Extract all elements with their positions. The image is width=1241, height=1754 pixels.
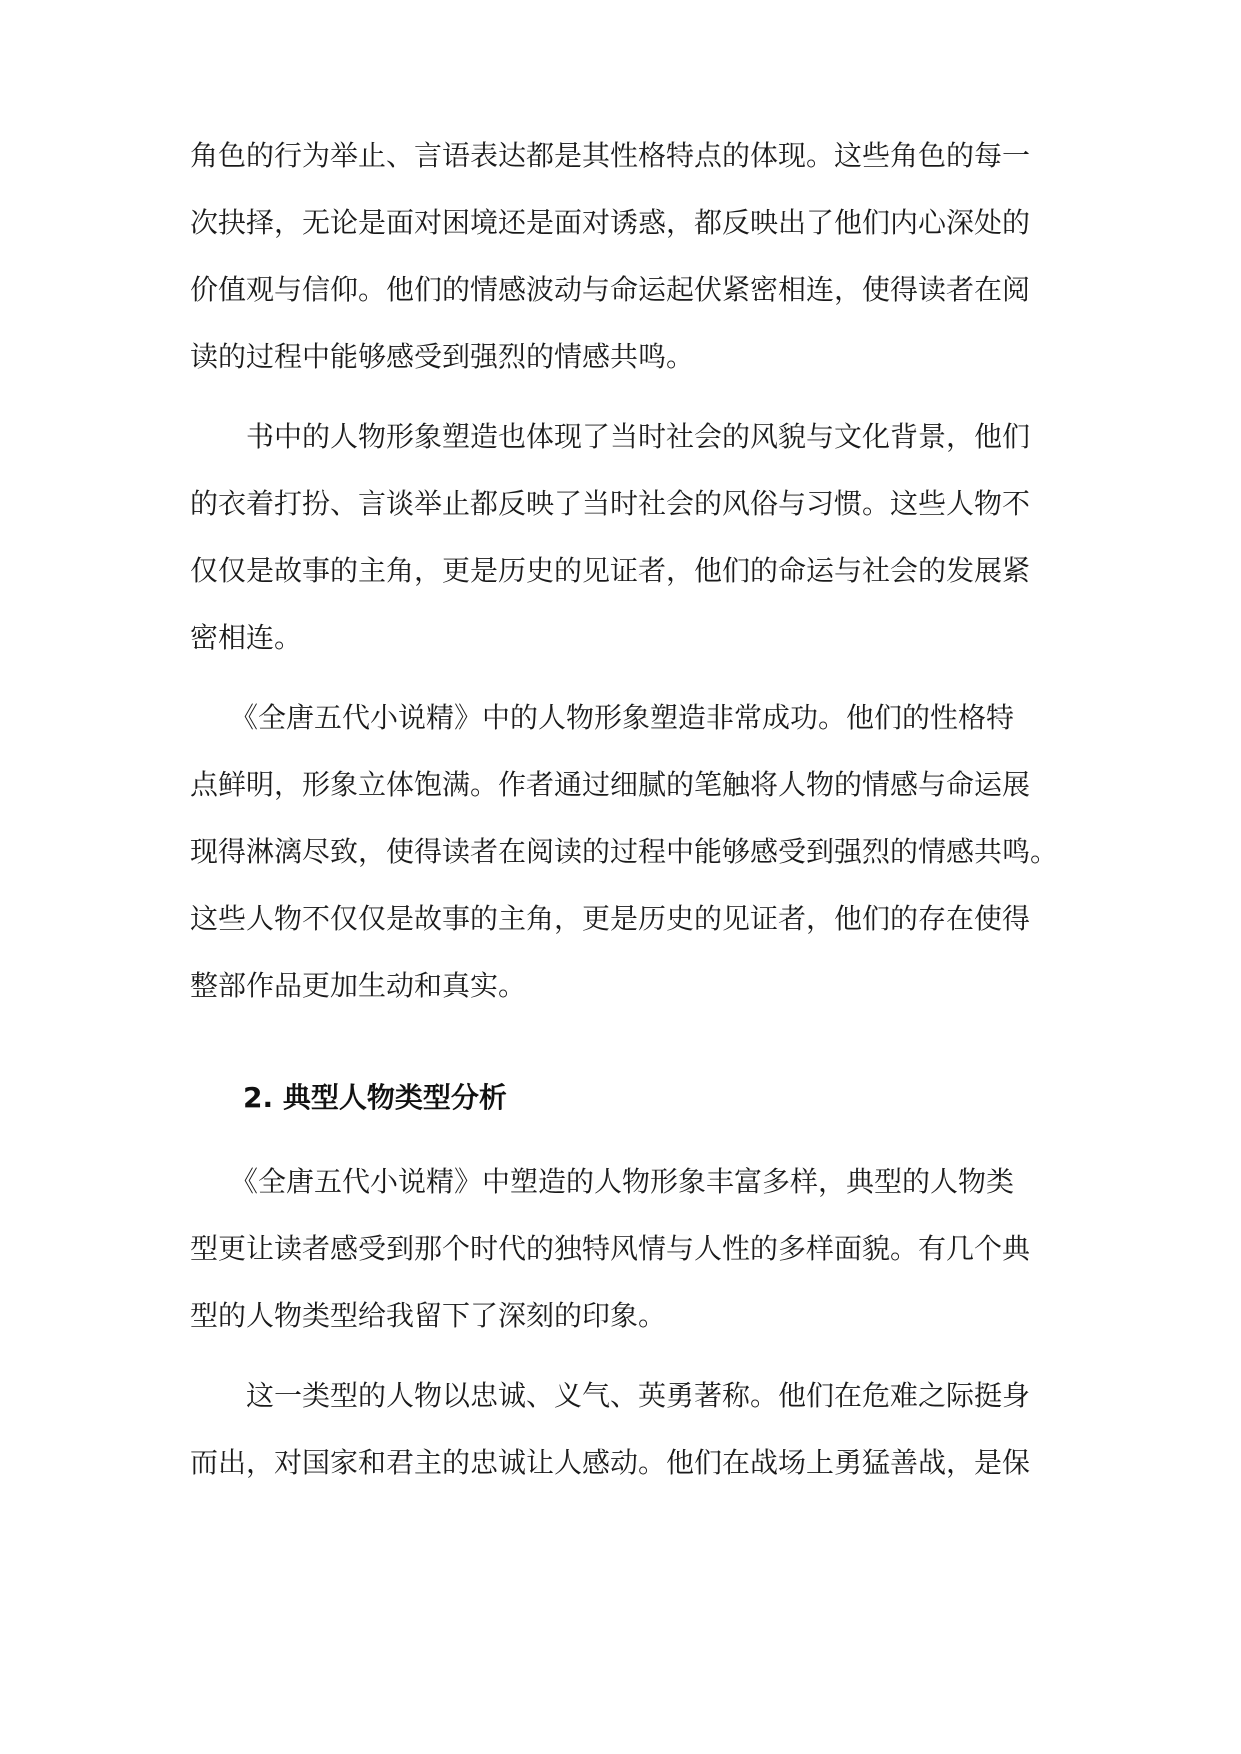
paragraph-5-line-1: 这一类型的人物以忠诚、义气、英勇著称。他们在危难之际挺身 (246, 1379, 1031, 1412)
paragraph-2-line-3: 仅仅是故事的主角，更是历史的见证者，他们的命运与社会的发展紧 (190, 554, 1031, 587)
paragraph-1-line-3: 价值观与信仰。他们的情感波动与命运起伏紧密相连，使得读者在阅 (190, 273, 1031, 306)
section-heading: 2. 典型人物类型分析 (243, 1081, 507, 1114)
paragraph-1-line-4: 读的过程中能够感受到强烈的情感共鸣。 (190, 340, 695, 373)
paragraph-4-line-1: 《全唐五代小说精》中塑造的人物形象丰富多样，典型的人物类 (230, 1165, 1015, 1198)
paragraph-1-line-2: 次抉择，无论是面对困境还是面对诱惑，都反映出了他们内心深处的 (190, 206, 1031, 239)
paragraph-3-line-2: 点鲜明，形象立体饱满。作者通过细腻的笔触将人物的情感与命运展 (190, 768, 1031, 801)
paragraph-1-line-1: 角色的行为举止、言语表达都是其性格特点的体现。这些角色的每一 (190, 139, 1031, 172)
paragraph-3-line-4: 这些人物不仅仅是故事的主角，更是历史的见证者，他们的存在使得 (190, 902, 1031, 935)
paragraph-2-line-2: 的衣着打扮、言谈举止都反映了当时社会的风俗与习惯。这些人物不 (190, 487, 1031, 520)
paragraph-3-line-5: 整部作品更加生动和真实。 (190, 969, 527, 1002)
paragraph-5-line-2: 而出，对国家和君主的忠诚让人感动。他们在战场上勇猛善战，是保 (190, 1446, 1031, 1479)
paragraph-4-line-3: 型的人物类型给我留下了深刻的印象。 (190, 1299, 667, 1332)
paragraph-2-line-4: 密相连。 (190, 621, 303, 654)
paragraph-3-line-3: 现得淋漓尽致，使得读者在阅读的过程中能够感受到强烈的情感共鸣。 (190, 835, 1059, 868)
paragraph-3-line-1: 《全唐五代小说精》中的人物形象塑造非常成功。他们的性格特 (230, 701, 1015, 734)
paragraph-2-line-1: 书中的人物形象塑造也体现了当时社会的风貌与文化背景，他们 (246, 420, 1031, 453)
paragraph-4-line-2: 型更让读者感受到那个时代的独特风情与人性的多样面貌。有几个典 (190, 1232, 1031, 1265)
